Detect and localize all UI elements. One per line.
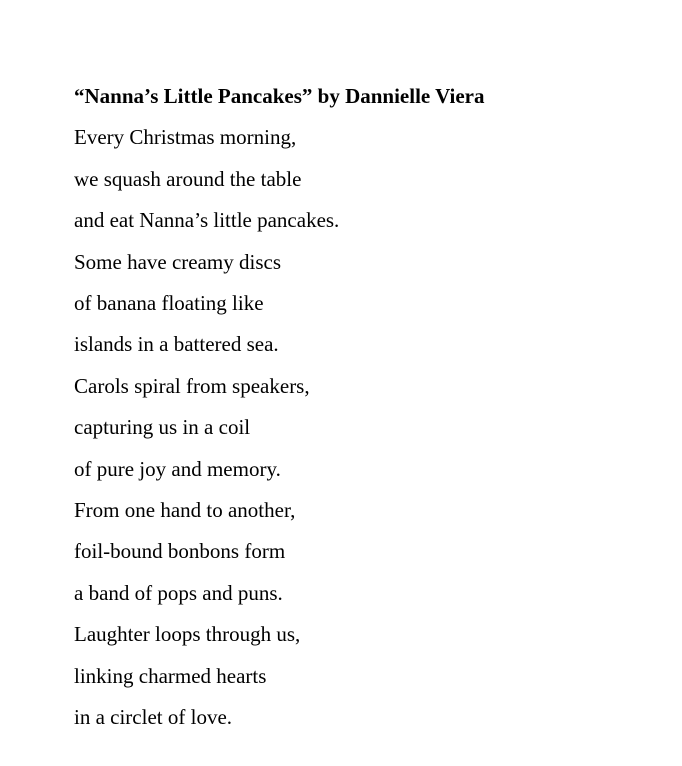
poem-line: From one hand to another, <box>74 498 296 523</box>
poem-line: Every Christmas morning, <box>74 125 297 150</box>
poem-line: a band of pops and puns. <box>74 580 283 605</box>
poem-line: capturing us in a coil <box>74 415 251 440</box>
poem-line: Carols spiral from speakers, <box>74 373 310 398</box>
poem-line: and eat Nanna’s little pancakes. <box>74 208 340 233</box>
poem-line: of pure joy and memory. <box>74 456 281 481</box>
poem-line: foil-bound bonbons form <box>74 539 286 564</box>
poem-line: linking charmed hearts <box>74 663 267 688</box>
poem-title: “Nanna’s Little Pancakes” by Dannielle Viera <box>74 84 485 108</box>
poem-line: we squash around the table <box>74 166 302 191</box>
poem-line: in a circlet of love. <box>74 705 233 730</box>
poem-line: Laughter loops through us, <box>74 622 301 647</box>
poem <box>74 76 484 739</box>
poem-line: islands in a battered sea. <box>74 332 279 357</box>
poem-line: of banana floating like <box>74 291 264 316</box>
poem-line: Some have creamy discs <box>74 249 282 274</box>
